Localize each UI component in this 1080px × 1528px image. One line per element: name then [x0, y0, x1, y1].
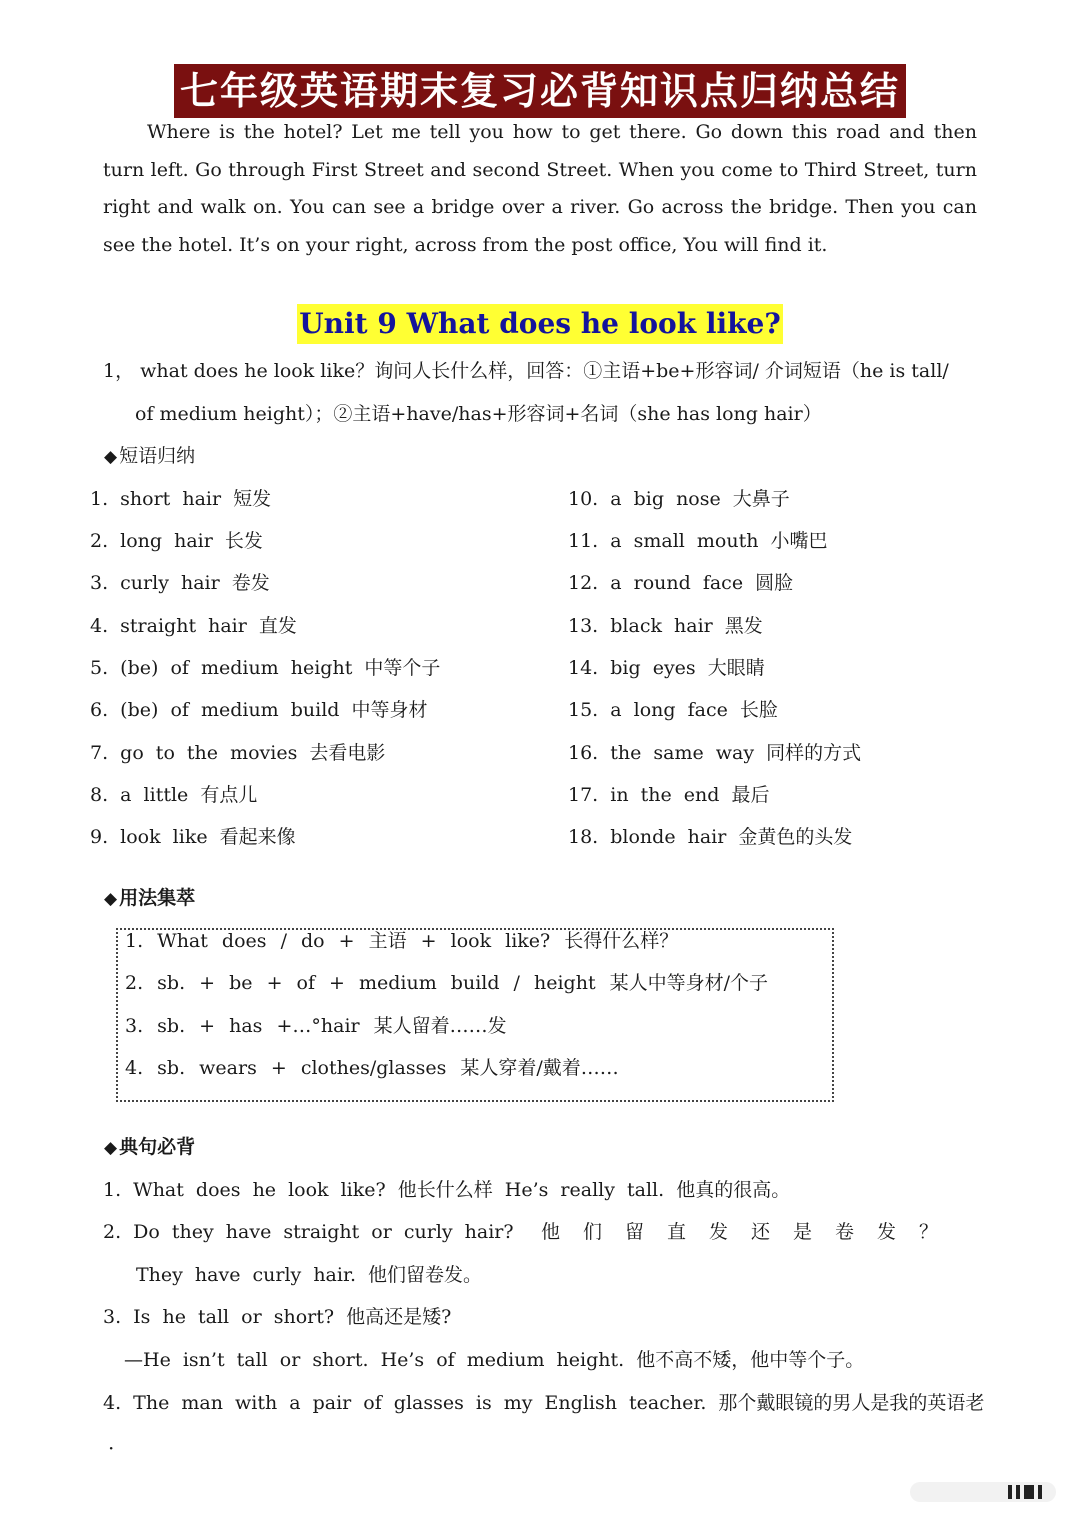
page-title: 七年级英语期末复习必背知识点归纳总结: [174, 64, 906, 118]
usage-item: 1. What does / do + 主语 + look like? 长得什么样？: [125, 930, 679, 952]
sentence-2-answer: They have curly hair. 他们留卷发。: [136, 1264, 483, 1286]
sentence-3-question: 3. Is he tall or short? 他高还是矮?: [103, 1306, 452, 1328]
phrase-item: 7. go to the movies 去看电影: [90, 742, 386, 764]
phrase-item: 15. a long face 长脸: [568, 699, 778, 721]
phrase-item: 11. a small mouth 小嘴巴: [568, 530, 828, 552]
phrase-item: 14. big eyes 大眼睛: [568, 657, 765, 679]
usage-item: 3. sb. + has +…°hair 某人留着……发: [125, 1015, 507, 1037]
usage-heading: [104, 883, 195, 914]
trailing-mark: ·: [108, 1436, 115, 1460]
sentences-heading: [104, 1132, 195, 1163]
phrase-item: 17. in the end 最后: [568, 784, 770, 806]
phrase-item: 12. a round face 圆脸: [568, 572, 794, 594]
title-container: [0, 64, 1080, 118]
sentence-3-answer: —He isn’t tall or short. He’s of medium height. 他不高不矮，他中等个子。: [124, 1349, 865, 1371]
phrases-heading-text: 短语归纳: [119, 445, 196, 467]
diamond-bullet-icon: ◆: [104, 889, 118, 909]
phrase-item: 1. short hair 短发: [90, 488, 272, 510]
note-line-2: of medium height）；②主语+have/has+形容词+名词（she has long hair）: [135, 403, 822, 425]
sentence-4: 4. The man with a pair of glasses is my English teacher. 那个戴眼镜的男人是我的英语老: [103, 1392, 985, 1414]
usage-item: 4. sb. wears + clothes/glasses 某人穿着/戴着……: [125, 1057, 619, 1079]
phrase-item: 4. straight hair 直发: [90, 615, 297, 637]
phrase-item: 2. long hair 长发: [90, 530, 263, 552]
diamond-bullet-icon: ◆: [104, 447, 118, 467]
watermark-icon: [908, 1476, 1058, 1506]
phrase-item: 3. curly hair 卷发: [90, 572, 270, 594]
note-line-1: 1， what does he look like？询问人长什么样，回答：①主语+be+形容词/ 介词短语（he is tall/: [103, 360, 949, 382]
intro-paragraph: Where is the hotel? Let me tell you how to get there. Go down this road and then turn left. Go through First Street and second Street. When you come to Third Street, turn right and walk on. You can see a bridge over a river. Go across the bridge. Then you can see the hotel. It’s on your right, across from the post office, You will find it.: [103, 121, 977, 256]
unit-title-container: [0, 304, 1080, 344]
sentences-heading-text: 典句必背: [119, 1136, 196, 1158]
sentence-2-translation: 他们留直发还是卷发？: [541, 1221, 962, 1243]
phrases-heading: [104, 441, 195, 472]
phrase-item: 13. black hair 黑发: [568, 615, 763, 637]
diamond-bullet-icon: ◆: [104, 1138, 118, 1158]
sentence-1: 1. What does he look like? 他长什么样 He’s really tall. 他真的很高。: [103, 1179, 791, 1201]
usage-item: 2. sb. + be + of + medium build / height 某人中等身材/个子: [125, 972, 769, 994]
sentence-2-question: 2. Do they have straight or curly hair?: [103, 1221, 514, 1243]
usage-heading-text: 用法集萃: [119, 887, 196, 909]
phrase-item: 18. blonde hair 金黄色的头发: [568, 826, 853, 848]
phrase-item: 8. a little 有点儿: [90, 784, 258, 806]
phrase-item: 5. (be) of medium height 中等个子: [90, 657, 441, 679]
unit-title: Unit 9 What does he look like?: [297, 304, 782, 344]
phrase-item: 16. the same way 同样的方式: [568, 742, 862, 764]
phrase-item: 10. a big nose 大鼻子: [568, 488, 790, 510]
phrase-item: 9. look like 看起来像: [90, 826, 296, 848]
phrase-item: 6. (be) of medium build 中等身材: [90, 699, 428, 721]
